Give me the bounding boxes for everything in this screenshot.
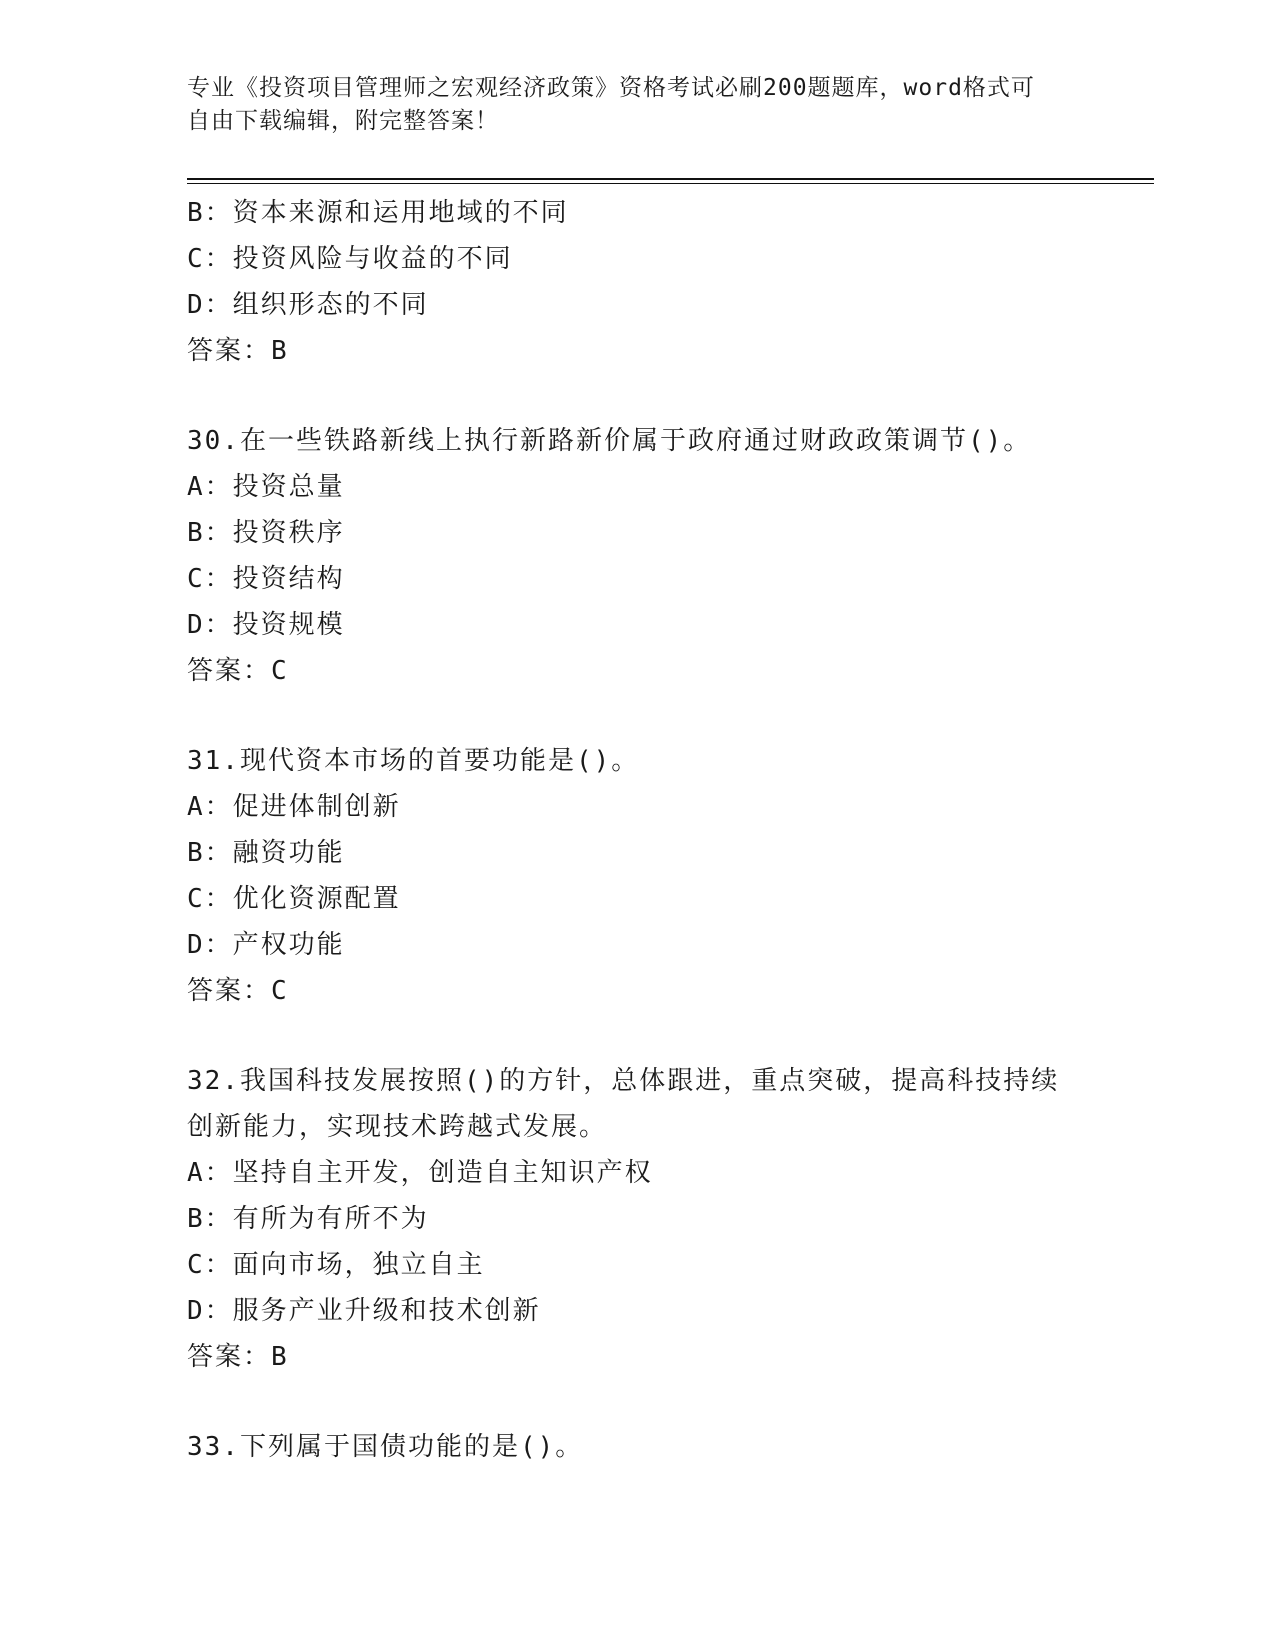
- option-d: D：服务产业升级和技术创新: [187, 1296, 541, 1326]
- option-a: A：促进体制创新: [187, 792, 401, 822]
- header-title-line-1: 专业《投资项目管理师之宏观经济政策》资格考试必刷200题题库，word格式可: [187, 75, 1035, 101]
- question-text: 33.下列属于国债功能的是()。: [187, 1432, 584, 1462]
- option-c: C：优化资源配置: [187, 884, 401, 914]
- option-b: B：投资秩序: [187, 518, 345, 548]
- option-b: B：资本来源和运用地域的不同: [187, 198, 569, 228]
- question-32: [187, 1058, 1107, 1380]
- question-31: [187, 738, 1107, 1014]
- question-list: [187, 190, 1107, 1470]
- answer-label: 答案：B: [187, 1342, 289, 1372]
- option-c: C：面向市场，独立自主: [187, 1250, 485, 1280]
- option-a: A：坚持自主开发，创造自主知识产权: [187, 1158, 653, 1188]
- question-33: [187, 1424, 1107, 1470]
- question-text-line-1: 32.我国科技发展按照()的方针，总体跟进，重点突破，提高科技持续: [187, 1066, 1060, 1096]
- header-divider-thick: [187, 178, 1154, 180]
- question-spacer: [187, 694, 1107, 738]
- option-d: D：组织形态的不同: [187, 290, 429, 320]
- option-b: B：融资功能: [187, 838, 345, 868]
- question-text: 31.现代资本市场的首要功能是()。: [187, 746, 640, 776]
- option-b: B：有所为有所不为: [187, 1204, 429, 1234]
- option-d: D：产权功能: [187, 930, 345, 960]
- option-a: A：投资总量: [187, 472, 345, 502]
- answer-label: 答案：C: [187, 976, 289, 1006]
- answer-label: 答案：C: [187, 656, 289, 686]
- option-d: D：投资规模: [187, 610, 345, 640]
- question-spacer: [187, 1014, 1107, 1058]
- question-spacer: [187, 1380, 1107, 1424]
- question-29-tail: [187, 190, 1107, 374]
- question-30: [187, 418, 1107, 694]
- document-header: [187, 72, 1087, 138]
- question-spacer: [187, 374, 1107, 418]
- option-c: C：投资风险与收益的不同: [187, 244, 513, 274]
- option-c: C：投资结构: [187, 564, 345, 594]
- answer-label: 答案：B: [187, 336, 289, 366]
- question-text: 30.在一些铁路新线上执行新路新价属于政府通过财政政策调节()。: [187, 426, 1032, 456]
- header-title-line-2: 自由下载编辑，附完整答案！: [187, 108, 499, 134]
- header-divider-thin: [187, 183, 1154, 184]
- question-text-line-2: 创新能力，实现技术跨越式发展。: [187, 1112, 608, 1142]
